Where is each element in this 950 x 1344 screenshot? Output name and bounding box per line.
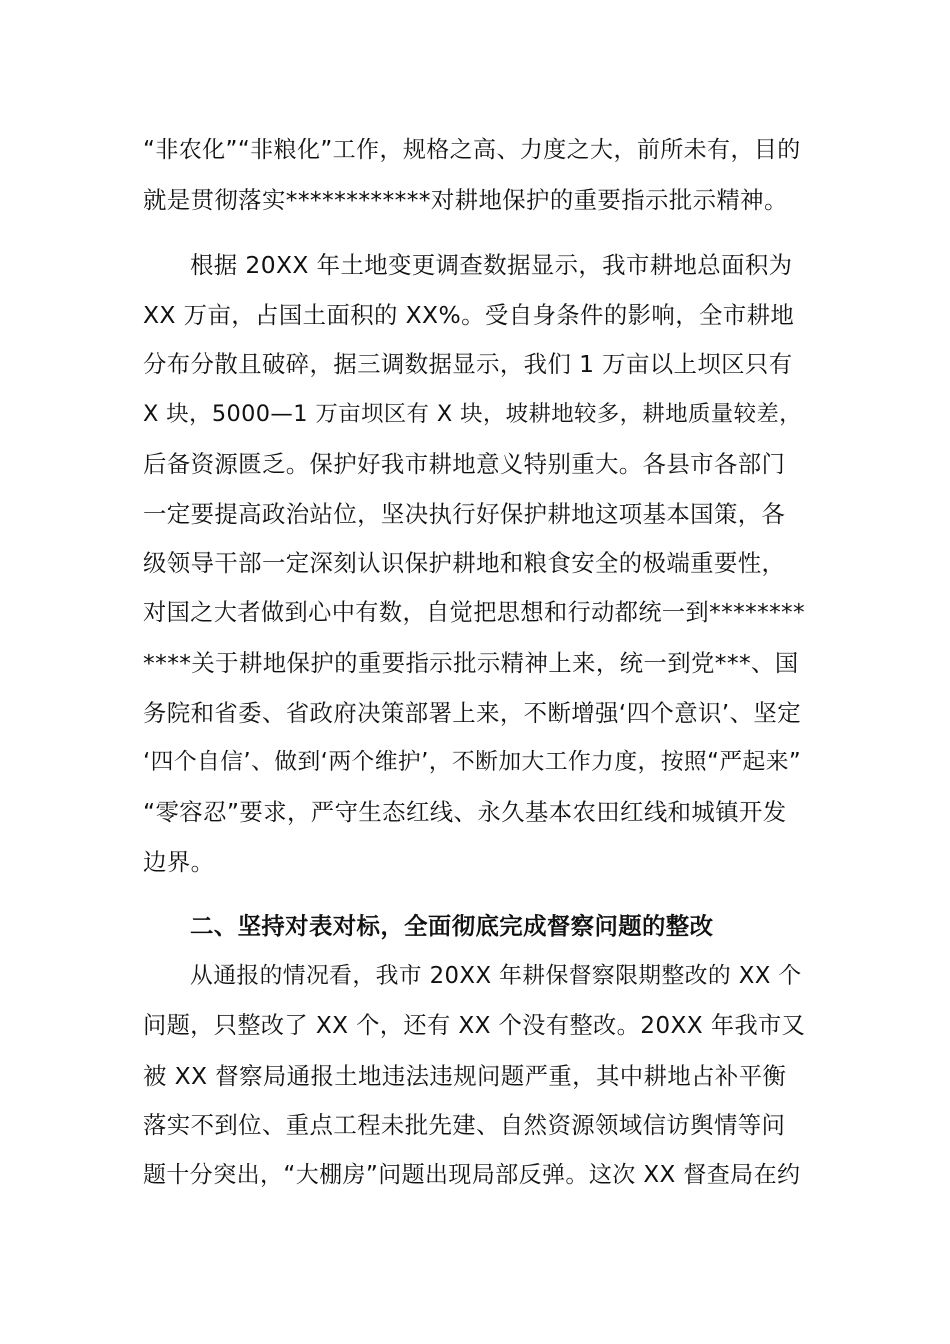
paragraph-2-line-2: XX 万亩，占国土面积的 XX%。受自身条件的影响，全市耕地 [143, 301, 795, 329]
paragraph-2-line-6: 一定要提高政治站位，坚决执行好保护耕地这项基本国策，各 [143, 500, 786, 528]
paragraph-2-line-11: ‘四个自信’、做到‘两个维护’，不断加大工作力度，按照“严起来” [143, 749, 802, 775]
paragraph-3-line-5: 题十分突出，“大棚房”问题出现局部反弹。这次 XX 督查局在约 [143, 1162, 801, 1188]
paragraph-2-line-7: 级领导干部一定深刻认识保护耕地和粮食安全的极端重要性， [143, 549, 786, 577]
paragraph-2-line-5: 后备资源匮乏。保护好我市耕地意义特别重大。各县市各部门 [143, 450, 786, 478]
paragraph-1-line-2: 就是贯彻落实************对耕地保护的重要指示批示精神。 [143, 186, 788, 214]
paragraph-2-line-12: “零容忍”要求，严守生态红线、永久基本农田红线和城镇开发 [143, 798, 787, 826]
paragraph-3-line-3: 被 XX 督察局通报土地违法违规问题严重，其中耕地占补平衡 [143, 1062, 787, 1090]
paragraph-2-line-10: 务院和省委、省政府决策部署上来，不断增强‘四个意识’、坚定 [143, 699, 802, 727]
paragraph-2-line-9: ****关于耕地保护的重要指示批示精神上来，统一到党***、国 [143, 649, 799, 677]
paragraph-3-line-1: 从通报的情况看，我市 20XX 年耕保督察限期整改的 XX 个 [190, 963, 802, 989]
paragraph-2-line-13: 边界。 [143, 848, 215, 876]
paragraph-2-line-8: 对国之大者做到心中有数，自觉把思想和行动都统一到******** [143, 599, 806, 626]
paragraph-3-line-2: 问题，只整改了 XX 个，还有 XX 个没有整改。20XX 年我市又 [143, 1012, 806, 1039]
section-heading: 二、坚持对表对标，全面彻底完成督察问题的整改 [190, 912, 714, 940]
paragraph-2-line-4: X 块，5000—1 万亩坝区有 X 块，坡耕地较多，耕地质量较差， [143, 401, 802, 427]
paragraph-2-line-1: 根据 20XX 年土地变更调查数据显示，我市耕地总面积为 [190, 251, 793, 279]
paragraph-3-line-4: 落实不到位、重点工程未批先建、自然资源领域信访舆情等问 [143, 1111, 786, 1139]
paragraph-1-line-1: “非农化”“非粮化”工作，规格之高、力度之大，前所未有，目的 [143, 137, 801, 163]
paragraph-2-line-3: 分布分散且破碎，据三调数据显示，我们 1 万亩以上坝区只有 [143, 350, 793, 378]
